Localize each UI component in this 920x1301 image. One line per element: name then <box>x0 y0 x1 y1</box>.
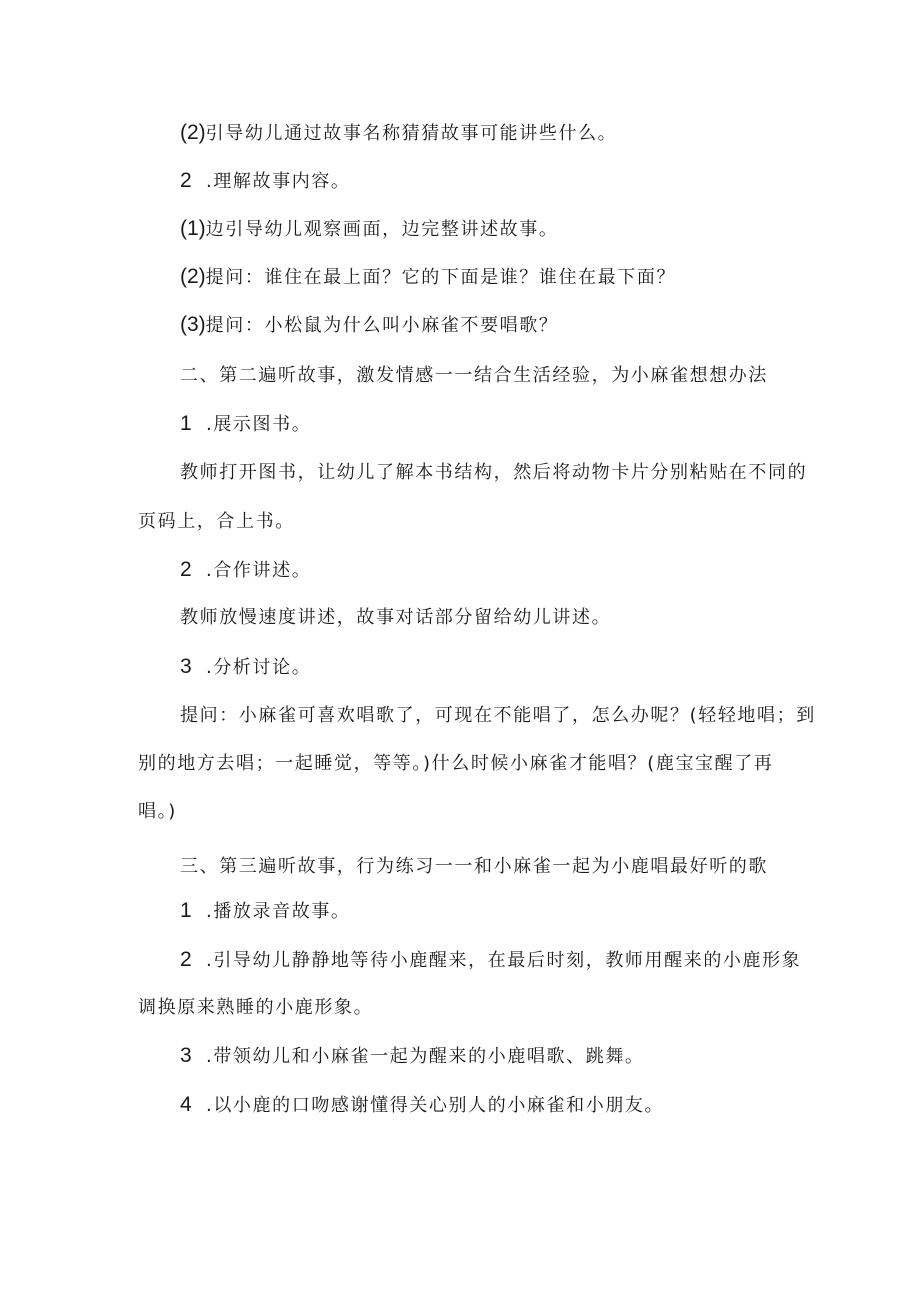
line-text: 二、第二遍听故事，激发情感一一结合生活经验，为小麻雀想想办法 <box>180 365 768 386</box>
paragraph-line <box>180 412 311 437</box>
item-number: (1) <box>180 217 206 240</box>
item-number: (2) <box>180 121 206 144</box>
line-text: 提问：小麻雀可喜欢唱歌了，可现在不能唱了，怎么办呢？(轻轻地唱；到 <box>180 705 816 726</box>
line-text: 三、第三遍听故事，行为练习一一和小麻雀一起为小鹿唱最好听的歌 <box>180 856 768 877</box>
paragraph-line <box>180 606 611 630</box>
paragraph-line <box>180 948 801 973</box>
item-number: 1 <box>180 899 192 922</box>
paragraph-line <box>180 655 311 680</box>
line-text: 唱。) <box>138 801 177 822</box>
line-text: 提问：谁住在最上面？它的下面是谁？谁住在最下面？ <box>205 267 677 288</box>
line-text: .分析讨论。 <box>206 657 312 678</box>
line-text: .合作讲述。 <box>206 560 312 581</box>
line-text: 提问：小松鼠为什么叫小麻雀不要唱歌？ <box>205 315 559 336</box>
line-text: .以小鹿的口吻感谢懂得关心别人的小麻雀和小朋友。 <box>206 1095 665 1116</box>
item-number: 2 <box>180 169 192 192</box>
paragraph-line <box>180 169 351 194</box>
line-text: 别的地方去唱；一起睡觉，等等。)什么时候小麻雀才能唱？(鹿宝宝醒了再 <box>138 753 774 774</box>
paragraph-line <box>180 899 351 924</box>
line-text: .带领幼儿和小麻雀一起为醒来的小鹿唱歌、跳舞。 <box>206 1046 645 1067</box>
section-heading <box>180 364 768 388</box>
line-text: 教师放慢速度讲述，故事对话部分留给幼儿讲述。 <box>180 607 612 628</box>
paragraph-line <box>138 996 373 1020</box>
line-text: .理解故事内容。 <box>206 171 351 192</box>
item-number: 2 <box>180 948 192 971</box>
paragraph-line <box>180 558 311 583</box>
paragraph-line <box>180 1044 645 1069</box>
line-text: 调换原来熟睡的小鹿形象。 <box>138 997 374 1018</box>
item-number: 3 <box>180 1044 192 1067</box>
line-text: 教师打开图书，让幼儿了解本书结构，然后将动物卡片分别粘贴在不同的 <box>180 462 808 483</box>
line-text: .展示图书。 <box>206 414 312 435</box>
paragraph-line <box>138 800 177 824</box>
paragraph-line <box>180 1093 664 1118</box>
paragraph-line <box>180 313 558 338</box>
item-number: 2 <box>180 558 192 581</box>
line-text: 引导幼儿通过故事名称猜猜故事可能讲些什么。 <box>205 123 618 144</box>
section-heading <box>180 855 768 879</box>
item-number: 3 <box>180 655 192 678</box>
paragraph-line <box>180 461 807 485</box>
paragraph-line <box>138 510 295 534</box>
paragraph-line <box>180 217 558 242</box>
item-number: 4 <box>180 1093 192 1116</box>
paragraph-line <box>180 265 676 290</box>
item-number: (3) <box>180 313 206 336</box>
line-text: 页码上，合上书。 <box>138 511 295 532</box>
paragraph-line <box>180 121 617 146</box>
item-number: (2) <box>180 265 206 288</box>
paragraph-line <box>180 704 816 728</box>
line-text: .播放录音故事。 <box>206 901 351 922</box>
line-text: .引导幼儿静静地等待小鹿醒来，在最后时刻，教师用醒来的小鹿形象 <box>206 950 802 971</box>
line-text: 边引导幼儿观察画面，边完整讲述故事。 <box>205 219 559 240</box>
item-number: 1 <box>180 412 192 435</box>
paragraph-line <box>138 752 773 776</box>
